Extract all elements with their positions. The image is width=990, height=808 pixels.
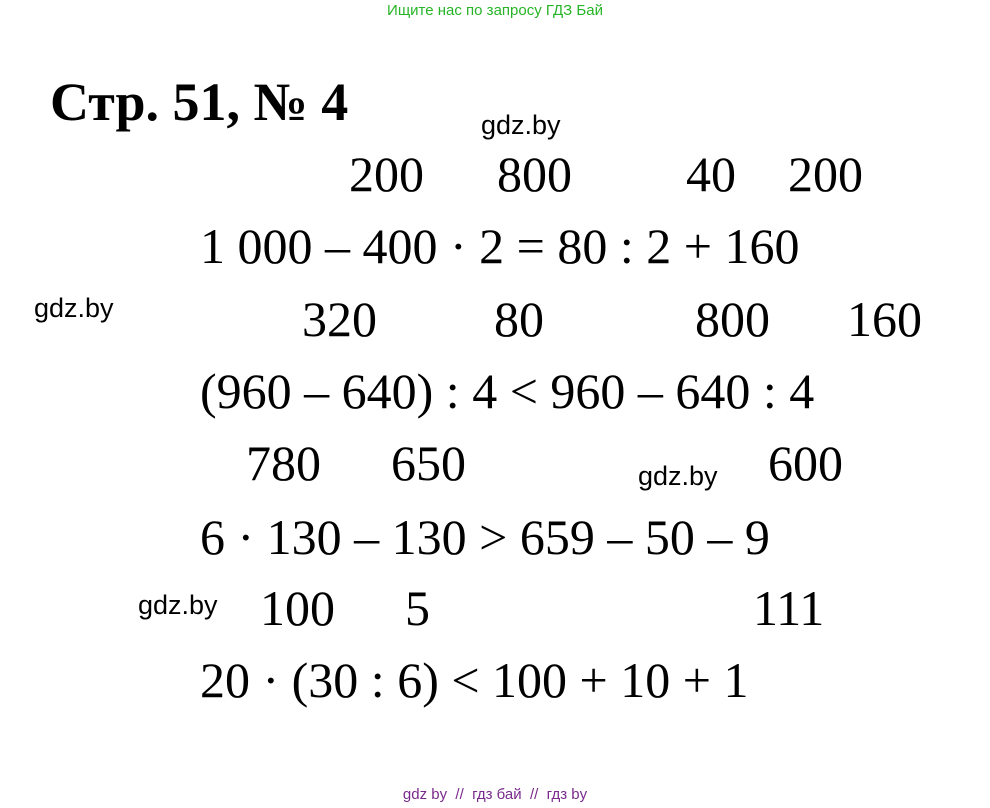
expression: (960 – 640) : 4 < 960 – 640 : 4 [200,363,815,419]
top-banner: Ищите нас по запросу ГДЗ Бай [387,2,603,19]
answer-value: 200 [788,146,863,202]
watermark: gdz.by [138,590,218,620]
answer-value: 40 [686,146,736,202]
answer-value: 650 [391,435,466,491]
answer-value: 160 [847,291,922,347]
answer-value: 600 [768,435,843,491]
answer-value: 80 [494,291,544,347]
answer-value: 800 [695,291,770,347]
watermark: gdz.by [34,293,114,323]
footer-links: gdz by // гдз бай // гдз by [402,786,588,803]
answer-value: 5 [405,580,430,636]
expression: 1 000 – 400 · 2 = 80 : 2 + 160 [200,218,800,274]
answer-value: 320 [302,291,377,347]
expression: 20 · (30 : 6) < 100 + 10 + 1 [200,652,749,708]
watermark: gdz.by [481,110,561,140]
answer-value: 780 [246,435,321,491]
answer-value: 800 [497,146,572,202]
expression: 6 · 130 – 130 > 659 – 50 – 9 [200,509,770,565]
answer-value: 111 [753,580,825,636]
watermark: gdz.by [638,461,718,491]
answer-value: 100 [260,580,335,636]
page-title: Стр. 51, № 4 [50,72,349,132]
answer-value: 200 [349,146,424,202]
